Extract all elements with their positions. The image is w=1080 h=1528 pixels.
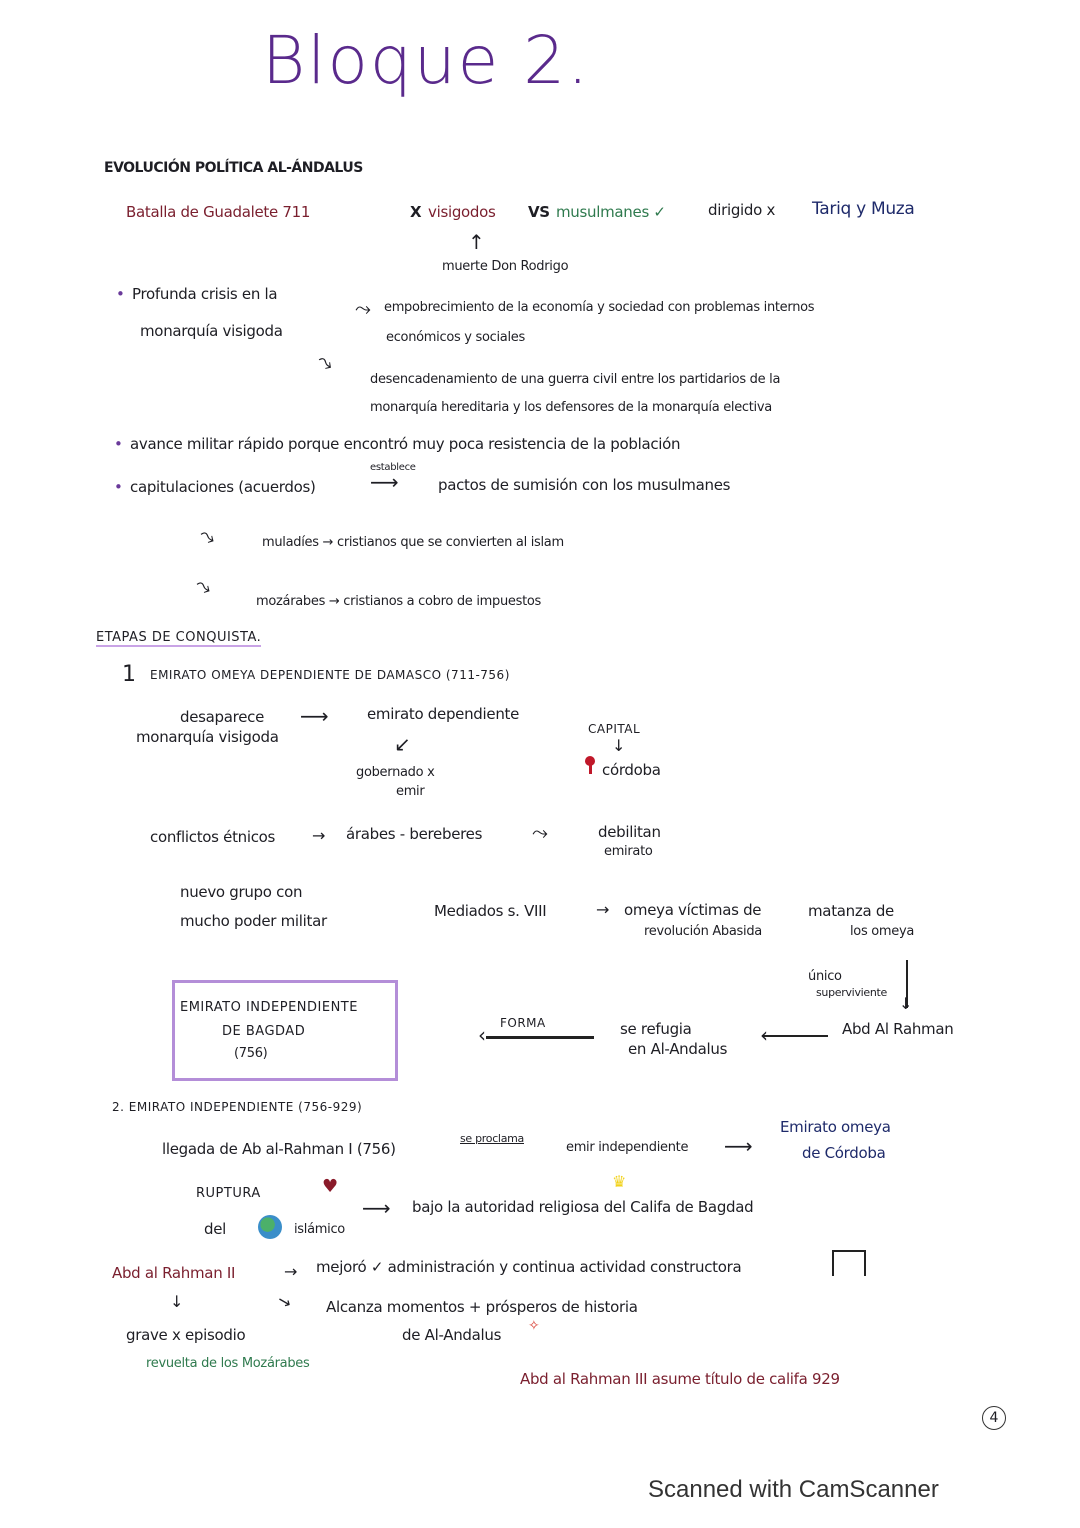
arrow-right-icon: ⟶ bbox=[724, 1134, 753, 1158]
muladies-text: muladíes → cristianos que se convierten al islam bbox=[262, 535, 564, 550]
bajo-autoridad: bajo la autoridad religiosa del Califa de Bagdad bbox=[412, 1198, 754, 1216]
desaparece-2: monarquía visigoda bbox=[136, 728, 279, 746]
grave-episodio: grave x episodio bbox=[126, 1326, 246, 1344]
arrow-right-icon: ⟶ bbox=[300, 704, 329, 728]
cordoba-text: córdoba bbox=[602, 761, 661, 779]
avance-text: • avance militar rápido porque encontró muy poca resistencia de la población bbox=[130, 435, 680, 453]
gobernado-1: gobernado x bbox=[356, 765, 435, 780]
stage1-number: 1 bbox=[122, 662, 136, 687]
dirigido-text: dirigido x bbox=[708, 201, 776, 219]
crisis-line-2: monarquía visigoda bbox=[140, 322, 283, 340]
refugia-1: se refugia bbox=[620, 1020, 692, 1038]
musulmanes-text: musulmanes ✓ bbox=[556, 203, 666, 221]
emirato-dependiente: emirato dependiente bbox=[367, 705, 520, 723]
capitulaciones-text: • capitulaciones (acuerdos) bbox=[130, 478, 316, 496]
arrow-right-icon: ⟶ bbox=[362, 1196, 391, 1220]
debilitan-1: debilitan bbox=[598, 823, 661, 841]
conflictos-text: conflictos étnicos bbox=[150, 828, 276, 846]
matanza-1: matanza de bbox=[808, 902, 894, 920]
map-pin-stem-icon bbox=[589, 764, 592, 774]
arrow-up-icon: ↑ bbox=[468, 230, 485, 254]
battle-text: Batalla de Guadalete 711 bbox=[126, 203, 311, 221]
nuevo-grupo-1: nuevo grupo con bbox=[180, 883, 303, 901]
revuelta-text: revuelta de los Mozárabes bbox=[146, 1356, 310, 1371]
etapas-heading: ETAPAS DE CONQUISTA. bbox=[96, 630, 262, 645]
forma-label: FORMA bbox=[500, 1016, 546, 1030]
se-proclama-text: se proclama bbox=[460, 1132, 524, 1145]
refugia-2: en Al-Andalus bbox=[628, 1040, 728, 1058]
consequence-b-2: monarquía hereditaria y los defensores de la monarquía electiva bbox=[370, 400, 772, 415]
arrow-right-icon: → bbox=[284, 1262, 298, 1281]
arrow-right-icon: ⟶ bbox=[370, 470, 399, 494]
abd-al-rahman-iii: Abd al Rahman III asume título de califa 929 bbox=[520, 1370, 840, 1388]
arrow-down-right-icon: ⤳ bbox=[312, 347, 340, 377]
ruptura-del: del bbox=[204, 1220, 227, 1238]
crisis-line-1: • Profunda crisis en la bbox=[132, 285, 277, 303]
vs-text: VS bbox=[528, 203, 550, 221]
arrow-down-right-icon: → bbox=[274, 1289, 296, 1314]
consequence-a-1: empobrecimiento de la economía y sociedad con problemas internos bbox=[384, 300, 815, 315]
leaders-text: Tariq y Muza bbox=[812, 199, 915, 219]
box-line-3: (756) bbox=[234, 1046, 268, 1061]
heart-icon: ♥ bbox=[322, 1176, 339, 1197]
page-title: Bloque 2. bbox=[262, 22, 591, 99]
sparkle-icon: ✧ bbox=[528, 1318, 540, 1334]
arrow-down-right-icon: ⤳ bbox=[191, 571, 217, 601]
arrow-down-left-icon: ↙ bbox=[394, 732, 411, 756]
debilitan-2: emirato bbox=[604, 844, 653, 859]
unico-2: superviviente bbox=[816, 986, 888, 999]
ruptura-text: RUPTURA bbox=[196, 1186, 261, 1201]
arrow-down-icon: ↓ bbox=[612, 736, 626, 755]
omeya-2: revolución Abasida bbox=[644, 924, 762, 939]
arabes-text: árabes - bereberes bbox=[346, 825, 483, 843]
arrow-right-icon: ⤳ bbox=[355, 296, 371, 320]
arrow-right-icon: ⤳ bbox=[532, 820, 548, 844]
crown-icon: ♛ bbox=[612, 1172, 627, 1191]
nuevo-grupo-2: mucho poder militar bbox=[180, 912, 327, 930]
mediados-text: Mediados s. VIII bbox=[434, 902, 547, 920]
stage1-title: EMIRATO OMEYA DEPENDIENTE DE DAMASCO (711-756) bbox=[150, 668, 510, 682]
consequence-b-1: desencadenamiento de una guerra civil entre los partidarios de la bbox=[370, 372, 781, 387]
emir-independiente: emir independiente bbox=[566, 1140, 689, 1155]
abd-al-rahman-ii: Abd al Rahman II bbox=[112, 1264, 236, 1282]
stage2-title: 2. EMIRATO INDEPENDIENTE (756-929) bbox=[112, 1100, 363, 1114]
box-line-2: DE BAGDAD bbox=[222, 1024, 306, 1039]
omeya-1: omeya víctimas de bbox=[624, 901, 762, 919]
llegada-text: llegada de Ab al-Rahman I (756) bbox=[162, 1140, 396, 1158]
mozarabes-text: mozárabes → cristianos a cobro de impuestos bbox=[256, 594, 541, 609]
desaparece-1: desaparece bbox=[180, 708, 265, 726]
alcanza-2: de Al-Andalus bbox=[402, 1326, 502, 1344]
arrow-down-icon: ↓ bbox=[170, 1292, 184, 1311]
building-icon bbox=[832, 1250, 866, 1276]
capital-label: CAPITAL bbox=[588, 722, 641, 736]
scanner-watermark: Scanned with CamScanner bbox=[648, 1476, 939, 1503]
arrow-right-icon: → bbox=[596, 900, 610, 919]
box-line-1: EMIRATO INDEPENDIENTE bbox=[180, 1000, 358, 1015]
gobernado-2: emir bbox=[396, 784, 425, 799]
arrow-left-line-icon bbox=[486, 1036, 594, 1039]
arrow-down-icon: ↓ bbox=[899, 994, 913, 1013]
globe-icon bbox=[258, 1215, 282, 1239]
islamico-text: islámico bbox=[294, 1222, 345, 1237]
abd-al-rahman: Abd Al Rahman bbox=[842, 1020, 954, 1038]
arrow-left-icon: ‹ bbox=[760, 1023, 768, 1047]
page-number: 4 bbox=[982, 1406, 1006, 1430]
establece-text: establece bbox=[370, 462, 416, 473]
arrow-left-line-icon bbox=[762, 1035, 828, 1037]
arrow-right-icon: → bbox=[312, 826, 326, 845]
alcanza-1: Alcanza momentos + prósperos de historia bbox=[326, 1298, 638, 1316]
x-mark: X bbox=[410, 203, 422, 221]
section-heading: EVOLUCIÓN POLÍTICA AL-ÁNDALUS bbox=[104, 160, 363, 176]
muerte-text: muerte Don Rodrigo bbox=[442, 259, 569, 274]
unico-1: único bbox=[808, 969, 842, 984]
emirato-omeya-1: Emirato omeya bbox=[780, 1118, 891, 1136]
visigodos-text: visigodos bbox=[428, 203, 496, 221]
matanza-2: los omeya bbox=[850, 924, 915, 939]
consequence-a-2: económicos y sociales bbox=[386, 330, 525, 345]
emirato-omeya-2: de Córdoba bbox=[802, 1144, 886, 1162]
mejoro-text: mejoró ✓ administración y continua actividad constructora bbox=[316, 1258, 742, 1276]
arrow-left-icon: ‹ bbox=[478, 1023, 486, 1047]
arrow-down-right-icon: ⤳ bbox=[195, 521, 221, 551]
pactos-text: pactos de sumisión con los musulmanes bbox=[438, 476, 731, 494]
